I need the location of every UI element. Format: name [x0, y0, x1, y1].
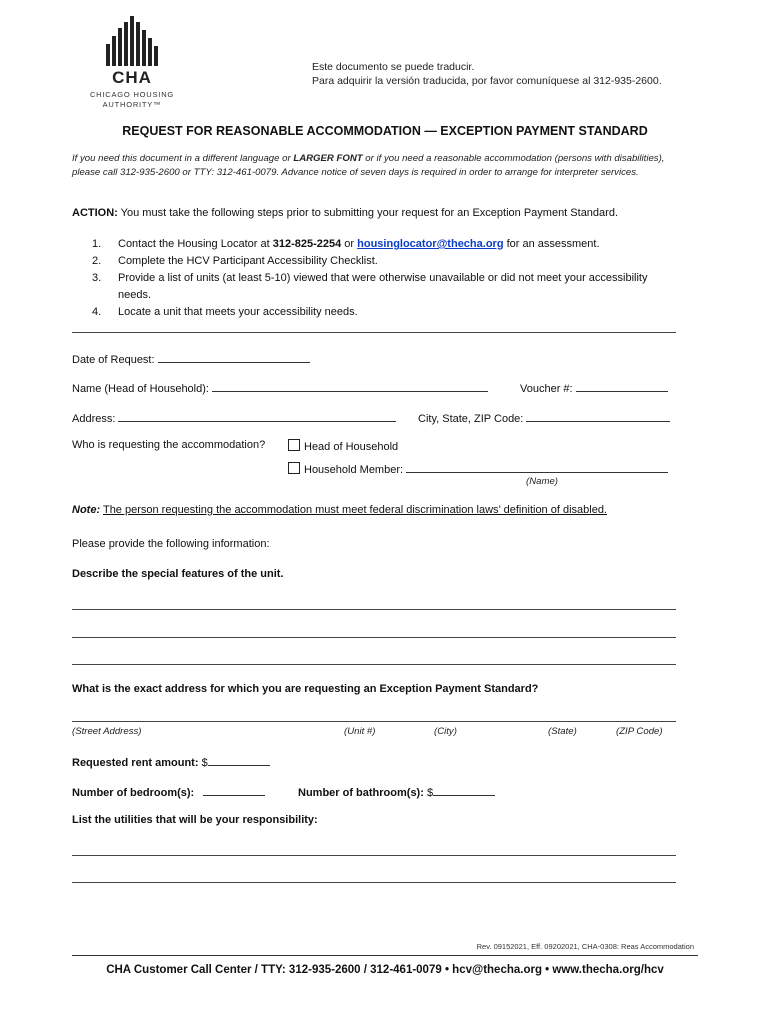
note: Note: The person requesting the accommodation must meet federal discrimination laws’ definition of disabled. [72, 504, 607, 516]
household-member-name-input[interactable] [406, 461, 668, 473]
city-state-zip-field: City, State, ZIP Code: [418, 410, 670, 425]
head-of-household-input[interactable] [212, 380, 488, 392]
skyline-logo-icon [106, 16, 158, 66]
revision-text: Rev. 09152021, Eff. 09202021, CHA-0308: Reas Accommodation [476, 942, 694, 951]
head-of-household-checkbox[interactable] [288, 439, 300, 451]
footer-contact: CHA Customer Call Center / TTY: 312-935-2600 / 312-461-0079 • hcv@thecha.org • www.thecha.org/hcv [106, 964, 664, 976]
locator-phone-link[interactable]: 312-825-2254 [272, 238, 342, 250]
household-member-option: Household Member: [288, 461, 668, 476]
voucher-field: Voucher #: [520, 380, 668, 395]
utilities-heading: List the utilities that will be your responsibility: [72, 814, 318, 826]
address-field: Address: [72, 410, 396, 425]
describe-line-3[interactable] [72, 664, 676, 665]
step-item: 3. Provide a list of units (at least 5-10) viewed that were otherwise unavailable or did not meet your accessibility needs. [92, 272, 648, 301]
requester-question: Who is requesting the accommodation? [72, 439, 266, 451]
bedrooms-input[interactable] [203, 784, 265, 796]
bathrooms-input[interactable] [433, 784, 495, 796]
describe-features-heading: Describe the special features of the unit. [72, 568, 284, 580]
step-item: 4. Locate a unit that meets your accessibility needs. [92, 306, 358, 318]
translation-notice: Este documento se puede traducir. Para adquirir la versión traducida, por favor comuníquese al 312-935-2600. [312, 61, 662, 87]
divider [72, 332, 676, 333]
requested-rent-input[interactable] [208, 754, 270, 766]
date-of-request-field: Date of Request: [72, 351, 310, 366]
bathrooms-field: Number of bathroom(s): $ [298, 784, 495, 799]
page-title: REQUEST FOR REASONABLE ACCOMMODATION — EXCEPTION PAYMENT STANDARD [122, 124, 648, 138]
utilities-line-1[interactable] [72, 855, 676, 856]
exact-address-heading: What is the exact address for which you are requesting an Exception Payment Standard? [72, 683, 539, 695]
step-item: 1. Contact the Housing Locator at 312-825-2254 or housinglocator@thecha.org for an assessment. [92, 238, 600, 250]
locator-email-link[interactable]: housinglocator@thecha.org [357, 238, 504, 250]
describe-line-1[interactable] [72, 609, 676, 610]
state-caption: (State) [548, 726, 577, 737]
head-of-household-option: Head of Household [288, 439, 398, 453]
head-of-household-field: Name (Head of Household): [72, 380, 488, 395]
requested-rent-field: Requested rent amount: $ [72, 754, 270, 769]
zip-caption: (ZIP Code) [616, 726, 663, 737]
address-input[interactable] [118, 410, 396, 422]
logo-name: CHA [112, 68, 152, 87]
street-address-caption: (Street Address) [72, 726, 142, 737]
city-state-zip-input[interactable] [526, 410, 670, 422]
describe-line-2[interactable] [72, 637, 676, 638]
city-caption: (City) [434, 726, 457, 737]
action-statement: ACTION: You must take the following steps prior to submitting your request for an Exception Payment Standard. [72, 207, 618, 219]
provide-info-text: Please provide the following information: [72, 538, 270, 550]
household-member-checkbox[interactable] [288, 462, 300, 474]
date-of-request-input[interactable] [158, 351, 310, 363]
intro-paragraph: If you need this document in a different language or LARGER FONT or if you need a reasonable accommodation (persons with disabilities), please call 312-935-2600 or TTY: 312-461-0079. Advance notice of seven days is required in order to arrange for interpreter services. [72, 153, 665, 178]
logo-subtitle: CHICAGO HOUSING AUTHORITY™ [89, 90, 175, 109]
utilities-line-2[interactable] [72, 882, 676, 883]
footer-divider [72, 955, 698, 956]
name-caption: (Name) [526, 476, 558, 487]
bedrooms-field: Number of bedroom(s): [72, 784, 265, 799]
step-item: 2. Complete the HCV Participant Accessibility Checklist. [92, 255, 378, 267]
steps-list [92, 236, 682, 321]
unit-caption: (Unit #) [344, 726, 376, 737]
voucher-input[interactable] [576, 380, 668, 392]
exact-address-line[interactable] [72, 721, 676, 722]
cha-logo [82, 16, 182, 112]
